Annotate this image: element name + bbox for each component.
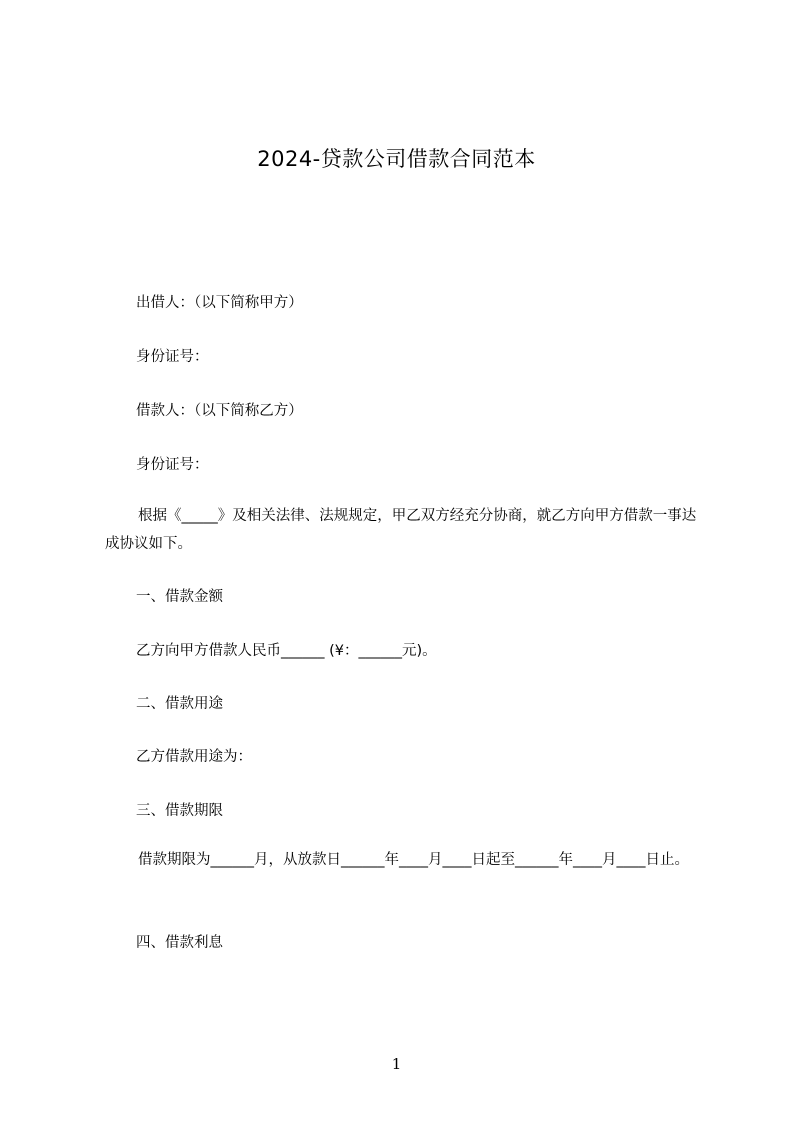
lender-label: 出借人：（以下简称甲方）	[136, 295, 303, 311]
section2-heading: 二、借款用途	[136, 696, 223, 712]
lender-id-label: 身份证号：	[136, 349, 209, 365]
section2-text: 乙方借款用途为：	[136, 749, 252, 765]
intro-paragraph: 根据《_____》及相关法律、法规规定，甲乙双方经充分协商，就乙方向甲方借款一事达成协议如下。	[105, 508, 697, 552]
section4-heading: 四、借款利息	[136, 935, 223, 951]
section1-heading: 一、借款金额	[136, 589, 223, 605]
document-title: 2024-贷款公司借款合同范本	[257, 147, 536, 171]
section3-text: 借款期限为______月，从放款日______年____月____日起至______年____月____日止。	[138, 852, 689, 868]
section1-text: 乙方向甲方借款人民币______ (¥：______元)。	[136, 643, 437, 659]
page-number: 1	[391, 1055, 402, 1073]
section3-heading: 三、借款期限	[136, 803, 223, 819]
borrower-id-label: 身份证号：	[136, 457, 209, 473]
borrower-label: 借款人：（以下简称乙方）	[136, 403, 303, 419]
